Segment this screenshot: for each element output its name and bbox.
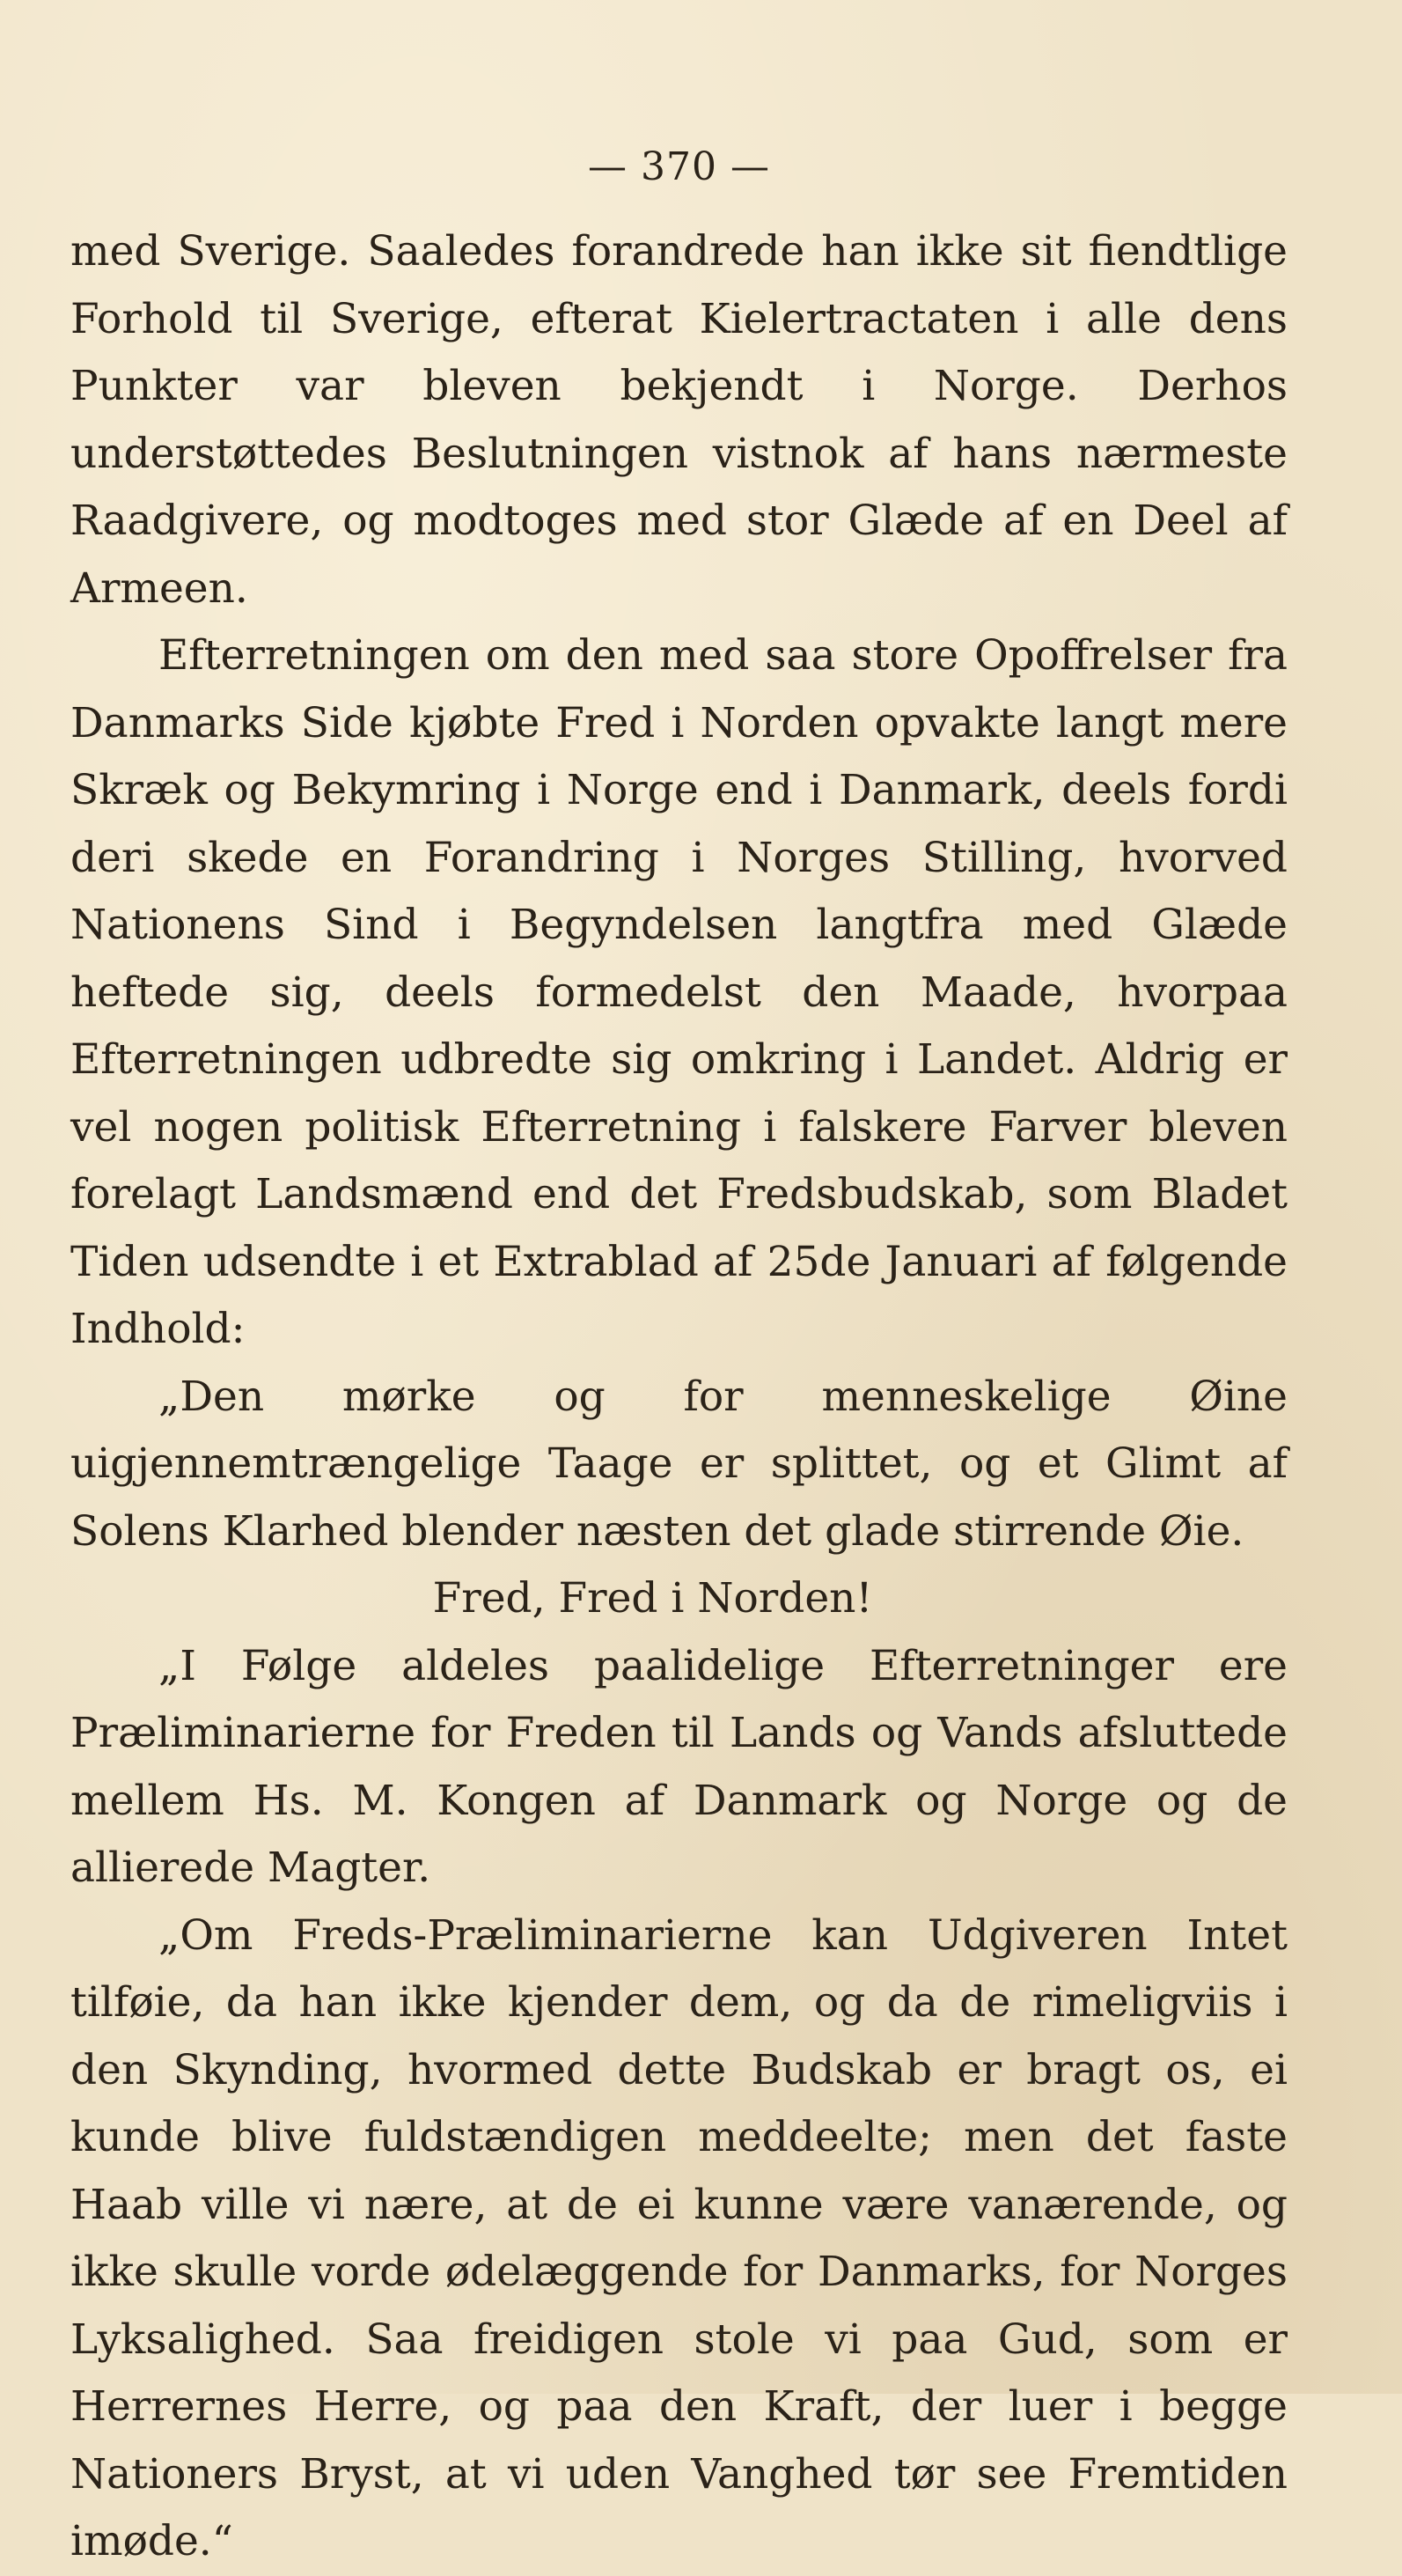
quote-paragraph-1: „Den mørke og for menneskelige Øine uigjennemtrængelige Taage er splittet, og et Glimt af Solens Klarhed blender næsten det glade stirrende Øie. xyxy=(70,1372,1288,1556)
paragraph-2: Efterretningen om den med saa store Opoffrelser fra Danmarks Side kjøbte Fred i Norden opvakte langt mere Skræk og Bekymring i Norge end i Danmark, deels fordi deri skede en Forandring i Norges Stilling, hvorved Nationens Sind i Begyndelsen langtfra med Glæde heftede sig, deels formedelst den Maade, hvorpaa Efterretningen udbredte sig omkring i Landet. Aldrig er vel nogen politisk Efterretning i falskere Farver bleven forelagt Landsmænd end det Fredsbudskab, som Bladet Tiden udsendte i et Extrablad af 25de Januari af følgende Indhold: xyxy=(70,631,1288,1353)
paragraph-1: med Sverige. Saaledes forandrede han ikke sit fiendtlige Forhold til Sverige, efterat Kielertractaten i alle dens Punkter var bleven bekjendt i Norge. Derhos understøttedes Beslutningen vistnok af hans nærmeste Raadgivere, og modtoges med stor Glæde af en Deel af Armeen. xyxy=(70,227,1288,613)
page-number: — 370 — xyxy=(588,144,770,189)
quote-paragraph-3: „Om Freds-Præliminarierne kan Udgiveren Intet tilføie, da han ikke kjender dem, og da de rimeligviis i den Skynding, hvormed dette Budskab er bragt os, ei kunde blive fuldstændigen meddeelte; men det faste Haab ville vi nære, at de ei kunne være vanærende, og ikke skulle vorde ødelæggende for Danmarks, for Norges Lyksalighed. Saa freidigen stole vi paa Gud, som er Herrernes Herre, og paa den Kraft, der luer i begge Nationers Bryst, at vi uden Vanghed tør see Fremtiden imøde.“ xyxy=(70,1910,1288,2565)
quote-paragraph-2: „I Følge aldeles paalidelige Efterretninger ere Præliminarierne for Freden til Lands og Vands afsluttede mellem Hs. M. Kongen af Danmark og Norge og de allierede Magter. xyxy=(70,1641,1288,1892)
quote-heading: Fred, Fred i Norden! xyxy=(432,1574,873,1623)
